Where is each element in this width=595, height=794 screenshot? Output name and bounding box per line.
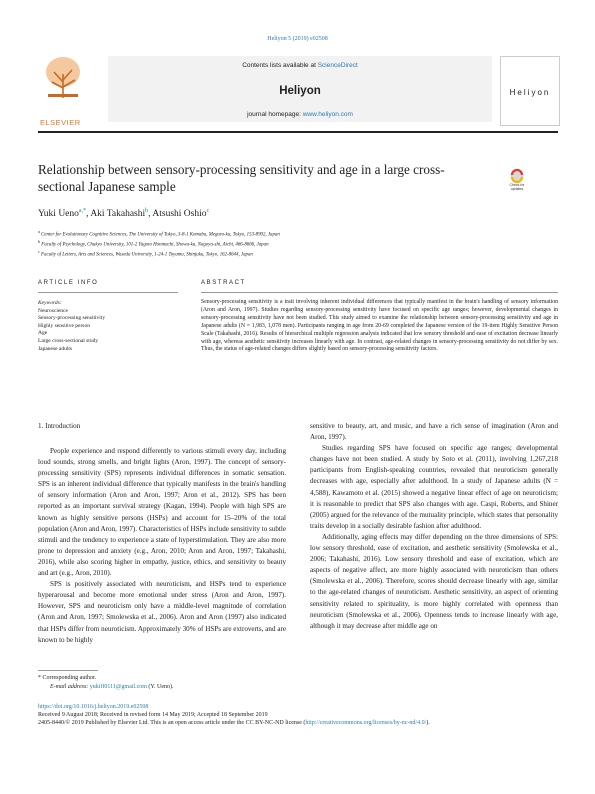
author-separator: , — [86, 209, 91, 220]
contents-prefix: Contents lists available at — [242, 62, 318, 69]
abstract-divider — [201, 292, 558, 293]
journal-cover-thumbnail[interactable] — [500, 56, 560, 126]
email-link[interactable]: yukiff0111@gmail.com — [89, 684, 147, 690]
author-separator: , — [148, 209, 153, 220]
body-paragraph: Studies regarding SPS have focused on specific age ranges; developmental changes have not been studied. A study by Soto et al. (2011), involving 1,267,218 participants from English-speaking countries, revealed that neuroticism generally decreases with age, especially after adulthood. In a study of Japanese adults (N = 4,588), Kawamoto et al. (2015) showed a negative linear effect of age on neuroticism; it is reasonable to predict that SPS also changes with age. Caspi, Roberts, and Shiner (2005) argued for the relevance of the mutuality principle, which states that personality traits develop in a socially desirable fashion after adulthood. — [310, 444, 558, 530]
author-name[interactable]: Atsushi Oshio — [152, 209, 207, 220]
journal-name: Heliyon — [279, 85, 321, 97]
doi-link[interactable]: https://doi.org/10.1016/j.heliyon.2019.e02508 — [38, 704, 149, 710]
body-paragraph: Additionally, aging effects may differ depending on the three dimensions of SPS: low sensory threshold, ease of excitation, and aesthetic sensitivity (Smolewska et al., 2006; Takahashi, 2016). Low sensory threshold and ease of excitation, which are aspects of negative affect, are more highly associated with neuroticism than others (Smolewska et al., 2006). Therefore, scores should decrease linearly with age, similar to the age-related changes of neuroticism. Aesthetic sensitivity, an aspect of orienting sensitivity related to spirituality, is more highly correlated with openness than neuroticism (Smolewska et al., 2006). Openness tends to increase linearly with age, although it may decrease after middle age on — [310, 532, 558, 630]
email-note — [50, 684, 173, 690]
affiliation-text: Center for Evolutionary Cognitive Sciences, The University of Tokyo, 3-8-1 Komaba, Meguro-ku, Tokyo, 153-8902, Japan — [39, 232, 280, 238]
elsevier-wordmark: ELSEVIER — [40, 118, 81, 127]
license-suffix: ). — [426, 720, 430, 726]
homepage-link[interactable]: www.heliyon.com — [302, 111, 353, 118]
section-heading-introduction: 1. Introduction — [38, 422, 81, 430]
keyword: Large cross-sectional study — [38, 337, 99, 344]
author-affiliation-mark[interactable]: b — [145, 208, 149, 214]
keyword: Age — [38, 330, 48, 337]
affiliation-mark: b — [38, 239, 41, 244]
body-column-left — [38, 446, 286, 646]
check-updates-icon — [504, 168, 530, 183]
author-name[interactable]: Yuki Ueno — [38, 209, 79, 220]
body-paragraph: sensitive to beauty, art, and music, and have a rich sense of imagination (Aron and Aron, 1997). — [310, 422, 558, 442]
body-paragraph: SPS is positively associated with neuroticism, and HSPs tend to experience hyperarousal and become more emotional under stress (Aron and Aron, 1997). However, SPS and neuroticism only have a middle-level magnitude of correlation (Aron and Aron, 1997; Smolewska et al., 2006). Aron and Aron (1997) also indicated that HSPs differ from neuroticism. Approximately 30% of HSPs are extroverts, and are known to be highly — [38, 580, 286, 644]
elsevier-tree-icon — [42, 54, 84, 100]
affiliation-text: Faculty of Psychology, Chukyo University, 101-2 Yagoto Honmachi, Showa-ku, Nagoya-shi, Aichi, 466-8666, Japan — [40, 242, 269, 248]
author-affiliation-mark[interactable]: c — [206, 208, 210, 214]
license-link[interactable]: http://creativecommons.org/licenses/by-nc-nd/4.0/ — [305, 720, 427, 726]
article-title: Relationship between sensory-processing sensitivity and age in a large cross-sectional Japanese sample — [38, 162, 445, 194]
contents-line — [108, 62, 492, 69]
corresponding-author-note: * Corresponding author. — [38, 675, 97, 681]
keyword: Sensory-processing sensitivity — [38, 315, 106, 322]
keyword: Neuroscience — [38, 307, 68, 314]
affiliation-mark: c — [38, 249, 40, 254]
homepage-prefix: journal homepage: — [247, 111, 303, 118]
elsevier-logo[interactable] — [38, 54, 88, 128]
body-paragraph: People experience and respond differently to various stimuli every day, including loud sounds, strong smells, and bright lights (Aron, 1997). The concept of sensory-processing sensitivity (SPS) represents individual differences in somatic sensation. SPS is an inherent individual difference that typically manifests in the brain's handling of sensory information (Aron and Aron, 1997; Aron et al., 2012). SPS has been reported as an important survival strategy (Kagan, 1994). People with high SPS are known as highly sensitive persons (HSPs) and account for 15–20% of the total population (Aron and Aron, 1997). Characteristics of HSPs include sensitivity to subtle stimuli and the tendency to experience a state of hyperstimulation. They are also more prone to depression and anxiety (e.g., Aron, 2010; Aron and Aron, 1997; Takahashi, 2016), while also scoring higher in empathy, justice, ethics, and sensitivity to beauty and art (e.g., Aron, 2010). — [38, 447, 286, 578]
article-info-divider — [38, 292, 178, 293]
abstract-heading: ABSTRACT — [201, 280, 246, 286]
received-dates: Received 9 August 2018; Received in revised form 14 May 2019; Accepted 18 September 2019 — [38, 712, 268, 718]
author-affiliation-mark[interactable]: a,* — [78, 208, 87, 214]
license-prefix: 2405-8440/© 2019 Published by Elsevier Ltd. This is an open access article under the CC BY-NC-ND license ( — [38, 720, 306, 726]
abstract-text: Sensory-processing sensitivity is a trait involving inherent individual differences that typically manifest in the brain's handling of sensory information (Aron and Aron, 1997). Studies regarding sensory-processing sensitivity have focused on specific age ranges; however, developmental changes in sensory-processing sensitivity have not been studied. This study aimed to examine the relationship between sensory-processing sensitivity and age in Japanese adults (N = 1,983, 1,078 men). Participants ranging in age from 20-69 completed the Japanese version of the 19-item Highly Sensitive Person Scale (Takahashi, 2016). Results of hierarchical multiple regression analysis indicated that low sensory threshold and ease of excitation decrease linearly with age, whereas aesthetic sensitivity increases linearly with age. In contrast, age-related changes in sensory-processing sensitivity do not differ by sex. Thus, the status of age-related changes differs slightly based on sensory-processing sensitivity factors. — [201, 299, 558, 353]
keyword: Japanese adults — [38, 345, 73, 352]
cover-title: Heliyon — [509, 88, 551, 97]
footnote-divider — [38, 670, 98, 671]
affiliation — [38, 239, 558, 248]
affiliation-text: Faculty of Letters, Arts and Sciences, Waseda University, 1-24-1 Toyama, Shinjuku, Tokyo, 162-8644, Japan — [39, 252, 253, 258]
affiliation-mark: a — [38, 229, 40, 234]
article-info-heading: ARTICLE INFO — [38, 280, 99, 286]
body-column-right — [310, 421, 558, 632]
sciencedirect-link[interactable]: ScienceDirect — [317, 62, 358, 69]
email-suffix: (Y. Ueno). — [146, 684, 174, 690]
affiliation — [38, 229, 558, 238]
affiliation — [38, 249, 558, 258]
keyword: Highly sensitive person — [38, 322, 90, 329]
keywords-title: Keywords: — [38, 300, 62, 306]
check-for-updates-badge[interactable] — [504, 168, 530, 198]
check-updates-label: Check for updates — [509, 183, 525, 191]
journal-citation[interactable]: Heliyon 5 (2019) e02508 — [267, 36, 328, 42]
bottom-info — [38, 703, 558, 727]
license-line — [38, 719, 558, 727]
email-label: E-mail address: — [50, 684, 90, 690]
header-divider — [38, 131, 558, 133]
author-name[interactable]: Aki Takahashi — [90, 209, 146, 220]
keywords-block — [38, 300, 178, 353]
author-list — [38, 208, 209, 219]
homepage-line — [108, 111, 492, 118]
